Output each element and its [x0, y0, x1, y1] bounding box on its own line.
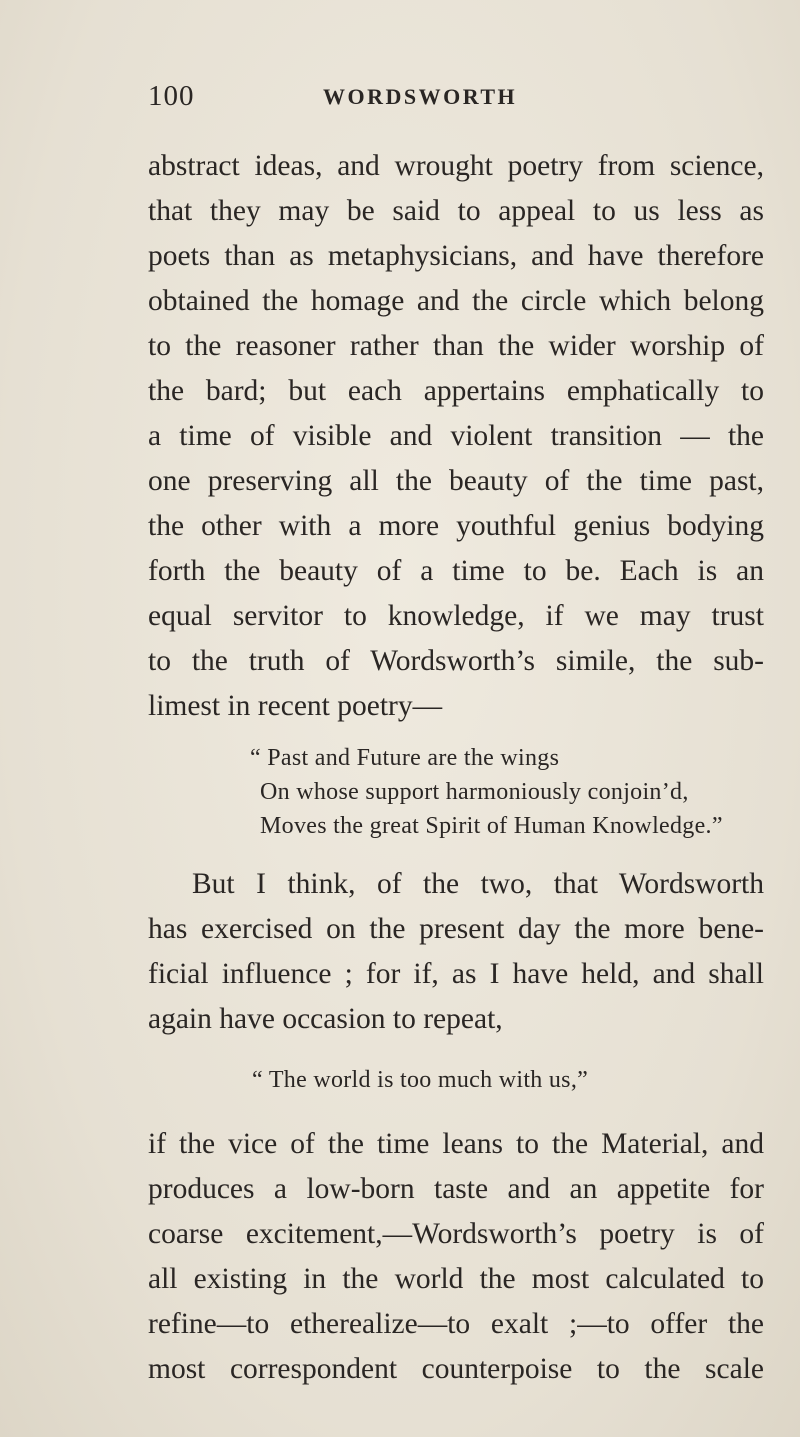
text-line: obtained the homage and the circle which belong — [148, 285, 764, 317]
text-line: one preserving all the beauty of the time past, — [148, 465, 764, 497]
text-line: all existing in the world the most calculated to — [148, 1263, 764, 1295]
quotation-line: Moves the great Spirit of Human Knowledge.” — [260, 813, 723, 839]
text-line: most correspondent counterpoise to the scale — [148, 1353, 764, 1385]
text-line: ficial influence ; for if, as I have held, and shall — [148, 958, 764, 990]
quotation-line: “ The world is too much with us,” — [252, 1067, 589, 1093]
text-line: that they may be said to appeal to us less as — [148, 195, 764, 227]
text-line: again have occasion to repeat, — [148, 1003, 503, 1035]
text-line: has exercised on the present day the more bene- — [148, 913, 764, 945]
text-line: limest in recent poetry— — [148, 690, 443, 722]
running-title: WORDSWORTH — [323, 84, 518, 109]
text-line: produces a low-born taste and an appetite for — [148, 1173, 764, 1205]
running-head — [0, 80, 800, 120]
text-line: But I think, of the two, that Wordsworth — [192, 868, 764, 900]
text-line: to the reasoner rather than the wider worship of — [148, 330, 764, 362]
text-line: poets than as metaphysicians, and have therefore — [148, 240, 764, 272]
text-line: the bard; but each appertains emphatically to — [148, 375, 764, 407]
text-line: abstract ideas, and wrought poetry from science, — [148, 150, 764, 182]
text-line: equal servitor to knowledge, if we may trust — [148, 600, 764, 632]
page-number: 100 — [148, 80, 195, 112]
text-line: the other with a more youthful genius bodying — [148, 510, 764, 542]
text-line: to the truth of Wordsworth’s simile, the sub- — [148, 645, 764, 677]
text-line: coarse excitement,—Wordsworth’s poetry is of — [148, 1218, 764, 1250]
text-line: forth the beauty of a time to be. Each is an — [148, 555, 764, 587]
quotation-line: On whose support harmoniously conjoin’d, — [260, 779, 689, 805]
quotation-line: “ Past and Future are the wings — [250, 745, 560, 771]
text-line: if the vice of the time leans to the Material, and — [148, 1128, 764, 1160]
text-line: refine—to etherealize—to exalt ;—to offer the — [148, 1308, 764, 1340]
text-line: a time of visible and violent transition — the — [148, 420, 764, 452]
